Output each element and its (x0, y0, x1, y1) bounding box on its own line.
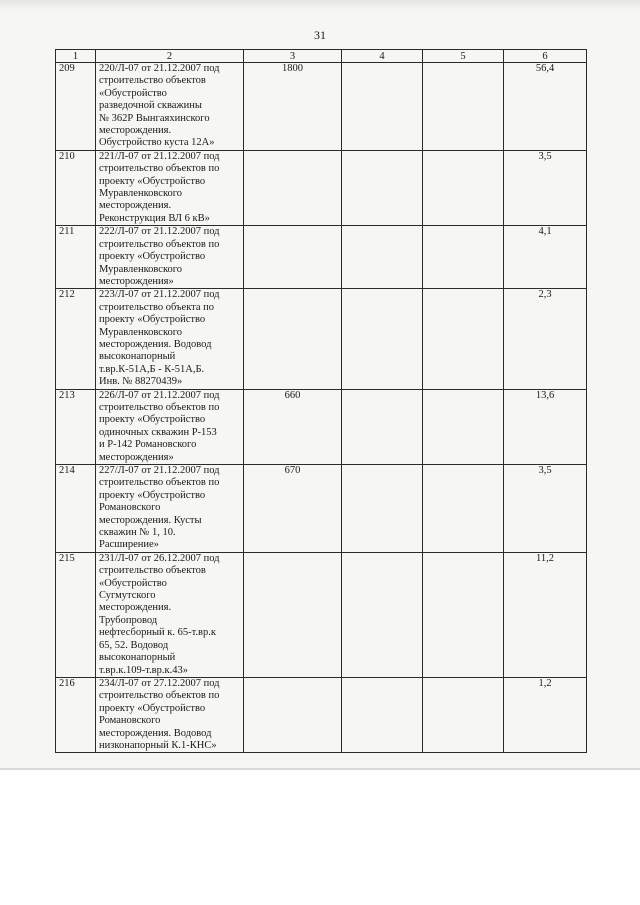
description-line: месторождения» (99, 275, 174, 287)
row-number: 209 (56, 63, 96, 151)
cell-c4 (342, 389, 423, 464)
description-line: Романовского (99, 502, 161, 514)
description-line: «Обустройство (99, 87, 167, 99)
description-line: Муравленковского (99, 188, 183, 200)
description-line: 65, 52. Водовод (99, 639, 169, 651)
description-line: строительство объектов по (99, 163, 220, 175)
description-line: проекту «Обустройство (99, 314, 206, 326)
description-line: строительство объектов (99, 565, 206, 577)
cell-c3 (244, 552, 342, 677)
description-line: 223/Л-07 от 21.12.2007 под (99, 289, 220, 301)
description-line: строительство объектов по (99, 238, 220, 250)
document-description (96, 677, 244, 752)
description-line: месторождения. (99, 200, 172, 212)
table-row (56, 677, 587, 752)
description-line: строительство объекта по (99, 301, 215, 313)
description-line: скважин № 1, 10. (99, 527, 176, 539)
cell-c6: 56,4 (504, 63, 587, 151)
cell-c5 (423, 226, 504, 289)
page-number: 31 (314, 28, 326, 42)
description-line: Трубопровод (99, 614, 158, 626)
cell-c3 (244, 150, 342, 225)
row-number: 212 (56, 289, 96, 389)
description-line: 231/Л-07 от 26.12.2007 под (99, 552, 220, 564)
description-line: месторождения. Водовод (99, 727, 212, 739)
cell-c4 (342, 289, 423, 389)
description-line: проекту «Обустройство (99, 251, 206, 263)
description-line: высоконапорный (99, 351, 176, 363)
table-row (56, 289, 587, 389)
table-row (56, 465, 587, 553)
description-line: месторождения» (99, 451, 174, 463)
description-line: месторождения. Кусты (99, 514, 202, 526)
row-number: 213 (56, 389, 96, 464)
table-row (56, 226, 587, 289)
description-line: строительство объектов по (99, 477, 220, 489)
description-line: Инв. № 88270439» (99, 376, 183, 388)
cell-c5 (423, 677, 504, 752)
description-line: Обустройство куста 12А» (99, 137, 215, 149)
table-row (56, 552, 587, 677)
description-line: 222/Л-07 от 21.12.2007 под (99, 226, 220, 238)
document-description (96, 552, 244, 677)
row-number: 211 (56, 226, 96, 289)
cell-c3 (244, 677, 342, 752)
description-line: 220/Л-07 от 21.12.2007 под (99, 63, 220, 74)
column-header: 5 (423, 50, 504, 63)
description-line: проекту «Обустройство (99, 414, 206, 426)
cell-c5 (423, 389, 504, 464)
cell-c5 (423, 63, 504, 151)
cell-c6: 3,5 (504, 465, 587, 553)
description-line: высоконапорный (99, 652, 176, 664)
table-row (56, 63, 587, 151)
row-number: 215 (56, 552, 96, 677)
description-line: 227/Л-07 от 21.12.2007 под (99, 465, 220, 476)
table-body (56, 63, 587, 753)
cell-c6: 2,3 (504, 289, 587, 389)
description-line: нефтесборный к. 65-т.вр.к (99, 627, 216, 639)
description-line: 234/Л-07 от 27.12.2007 под (99, 677, 220, 689)
description-line: Романовского (99, 715, 161, 727)
cell-c4 (342, 552, 423, 677)
cell-c6: 13,6 (504, 389, 587, 464)
document-description (96, 465, 244, 553)
cell-c6: 11,2 (504, 552, 587, 677)
document-description (96, 226, 244, 289)
description-line: месторождения. (99, 602, 172, 614)
column-header: 4 (342, 50, 423, 63)
description-line: одиночных скважин Р-153 (99, 426, 217, 438)
cell-c6: 4,1 (504, 226, 587, 289)
row-number: 214 (56, 465, 96, 553)
cell-c5 (423, 552, 504, 677)
description-line: Муравленковского (99, 326, 183, 338)
column-header: 2 (96, 50, 244, 63)
description-line: Сугмутского (99, 590, 156, 602)
column-header: 1 (56, 50, 96, 63)
description-line: 221/Л-07 от 21.12.2007 под (99, 150, 220, 162)
cell-c4 (342, 226, 423, 289)
cell-c3: 660 (244, 389, 342, 464)
column-header: 3 (244, 50, 342, 63)
description-line: т.вр.к.109-т.вр.к.43» (99, 664, 188, 676)
description-line: месторождения. (99, 125, 172, 137)
description-line: проекту «Обустройство (99, 489, 206, 501)
row-number: 216 (56, 677, 96, 752)
cell-c4 (342, 677, 423, 752)
description-line: низконапорный К.1-КНС» (99, 739, 217, 751)
document-description (96, 63, 244, 151)
description-line: и Р-142 Романовского (99, 439, 197, 451)
cell-c5 (423, 465, 504, 553)
cell-c6: 3,5 (504, 150, 587, 225)
description-line: строительство объектов по (99, 401, 220, 413)
cell-c3: 670 (244, 465, 342, 553)
description-line: Муравленковского (99, 263, 183, 275)
document-table (55, 49, 587, 753)
table-row (56, 150, 587, 225)
cell-c3 (244, 226, 342, 289)
description-line: проекту «Обустройство (99, 175, 206, 187)
description-line: проекту «Обустройство (99, 702, 206, 714)
cell-c3: 1800 (244, 63, 342, 151)
cell-c3 (244, 289, 342, 389)
cell-c4 (342, 465, 423, 553)
cell-c4 (342, 63, 423, 151)
table-row (56, 389, 587, 464)
cell-c5 (423, 289, 504, 389)
description-line: № 362Р Вынгаяхинского (99, 112, 210, 124)
cell-c6: 1,2 (504, 677, 587, 752)
description-line: т.вр.К-51А,Б - К-51А,Б. (99, 363, 205, 375)
description-line: «Обустройство (99, 577, 167, 589)
description-line: строительство объектов по (99, 690, 220, 702)
description-line: строительство объектов (99, 75, 206, 87)
scan-shadow (0, 0, 640, 10)
document-description (96, 389, 244, 464)
description-line: Реконструкция ВЛ 6 кВ» (99, 212, 210, 224)
document-description (96, 289, 244, 389)
cell-c4 (342, 150, 423, 225)
table-header-row (56, 50, 587, 63)
description-line: месторождения. Водовод (99, 338, 212, 350)
description-line: разведочной скважины (99, 100, 202, 112)
document-description (96, 150, 244, 225)
description-line: Расширение» (99, 539, 159, 551)
column-header: 6 (504, 50, 587, 63)
row-number: 210 (56, 150, 96, 225)
description-line: 226/Л-07 от 21.12.2007 под (99, 389, 220, 401)
cell-c5 (423, 150, 504, 225)
